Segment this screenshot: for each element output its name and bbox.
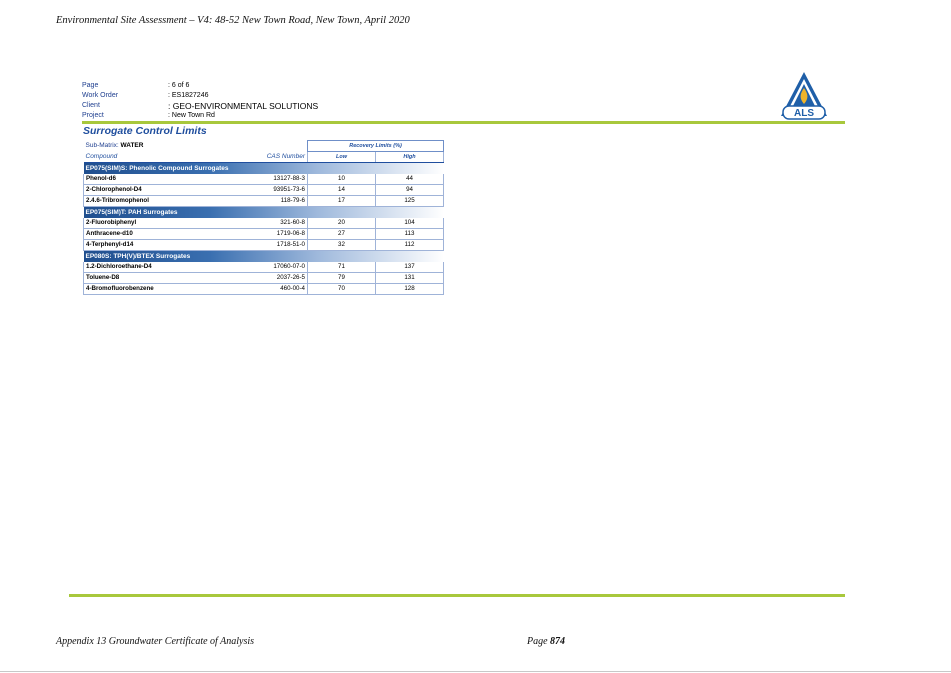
meta-work-order-value: : ES1827246 (168, 92, 209, 99)
low-limit-cell: 10 (308, 174, 376, 185)
meta-row-client (82, 101, 318, 111)
low-limit-cell: 32 (308, 240, 376, 251)
high-limit-cell: 44 (376, 174, 444, 185)
high-limit-cell: 137 (376, 262, 444, 273)
footer-page-number (527, 636, 565, 647)
meta-row-work-order (82, 91, 318, 101)
cas-number-cell: 93951-73-6 (204, 185, 308, 196)
cas-number-cell: 17060-07-0 (204, 262, 308, 273)
low-limit-cell: 79 (308, 273, 376, 284)
table-group-header (84, 163, 444, 175)
col-header-low: Low (308, 152, 376, 163)
compound-cell: Toluene-D8 (84, 273, 204, 284)
low-limit-cell: 17 (308, 196, 376, 207)
table-row (84, 196, 444, 207)
compound-cell: 1.2-Dichloroethane-D4 (84, 262, 204, 273)
submatrix-cell (84, 141, 308, 152)
page-bottom-edge (0, 671, 951, 672)
meta-row-project (82, 111, 318, 121)
high-limit-cell: 113 (376, 229, 444, 240)
low-limit-cell: 70 (308, 284, 376, 295)
meta-page-value: : 6 of 6 (168, 82, 190, 89)
compound-cell: 2.4.6-Tribromophenol (84, 196, 204, 207)
meta-client-value: : GEO-ENVIRONMENTAL SOLUTIONS (168, 101, 319, 111)
cas-number-cell: 118-79-6 (204, 196, 308, 207)
header-rule (82, 121, 845, 124)
meta-page-label: Page (82, 82, 99, 89)
table-group-header (84, 207, 444, 219)
cas-number-cell: 13127-88-3 (204, 174, 308, 185)
compound-cell: 2-Fluorobiphenyl (84, 218, 204, 229)
low-limit-cell: 14 (308, 185, 376, 196)
high-limit-cell: 94 (376, 185, 444, 196)
cas-number-cell: 2037-26-5 (204, 273, 308, 284)
col-header-cas: CAS Number (204, 152, 308, 163)
low-limit-cell: 20 (308, 218, 376, 229)
group-title: EP080S: TPH(V)/BTEX Surrogates (84, 251, 444, 263)
high-limit-cell: 104 (376, 218, 444, 229)
compound-cell: 4-Terphenyl-d14 (84, 240, 204, 251)
table-row (84, 185, 444, 196)
section-title: Surrogate Control Limits (83, 125, 207, 137)
report-meta-block (82, 81, 318, 121)
footer-page-value: 874 (550, 636, 566, 647)
table-row (84, 273, 444, 284)
high-limit-cell: 112 (376, 240, 444, 251)
table-group-header (84, 251, 444, 263)
table-row (84, 240, 444, 251)
recovery-limits-header: Recovery Limits (%) (308, 141, 444, 152)
compound-cell: 2-Chlorophenol-D4 (84, 185, 204, 196)
compound-cell: Anthracene-d10 (84, 229, 204, 240)
meta-work-order-label: Work Order (82, 92, 119, 99)
table-row (84, 262, 444, 273)
low-limit-cell: 27 (308, 229, 376, 240)
cas-number-cell: 1718-51-0 (204, 240, 308, 251)
cas-number-cell: 460-00-4 (204, 284, 308, 295)
surrogate-limits-table (83, 140, 443, 295)
table-submatrix-row (84, 141, 444, 152)
table-row (84, 174, 444, 185)
compound-cell: Phenol-d6 (84, 174, 204, 185)
submatrix-value: WATER (120, 142, 144, 149)
high-limit-cell: 128 (376, 284, 444, 295)
meta-project-value: : New Town Rd (168, 112, 215, 119)
table-row (84, 218, 444, 229)
group-title: EP075(SIM)T: PAH Surrogates (84, 207, 444, 219)
group-title: EP075(SIM)S: Phenolic Compound Surrogates (84, 163, 444, 175)
meta-client-label: Client (82, 102, 100, 109)
table-row (84, 229, 444, 240)
compound-cell: 4-Bromofluorobenzene (84, 284, 204, 295)
meta-project-label: Project (82, 112, 104, 119)
col-header-compound: Compound (84, 152, 204, 163)
high-limit-cell: 125 (376, 196, 444, 207)
high-limit-cell: 131 (376, 273, 444, 284)
col-header-high: High (376, 152, 444, 163)
document-running-header: Environmental Site Assessment – V4: 48-52 New Town Road, New Town, April 2020 (56, 15, 410, 26)
meta-row-page (82, 81, 318, 91)
footer-rule (69, 594, 845, 597)
als-logo (778, 70, 830, 122)
table-column-header-row (84, 152, 444, 163)
logo-text: ALS (794, 108, 814, 119)
cas-number-cell: 1719-06-8 (204, 229, 308, 240)
table-row (84, 284, 444, 295)
cas-number-cell: 321-60-8 (204, 218, 308, 229)
low-limit-cell: 71 (308, 262, 376, 273)
footer-page-prefix: Page (527, 636, 548, 647)
footer-appendix-title: Appendix 13 Groundwater Certificate of Analysis (56, 636, 255, 647)
submatrix-label: Sub-Matrix: (85, 142, 119, 149)
